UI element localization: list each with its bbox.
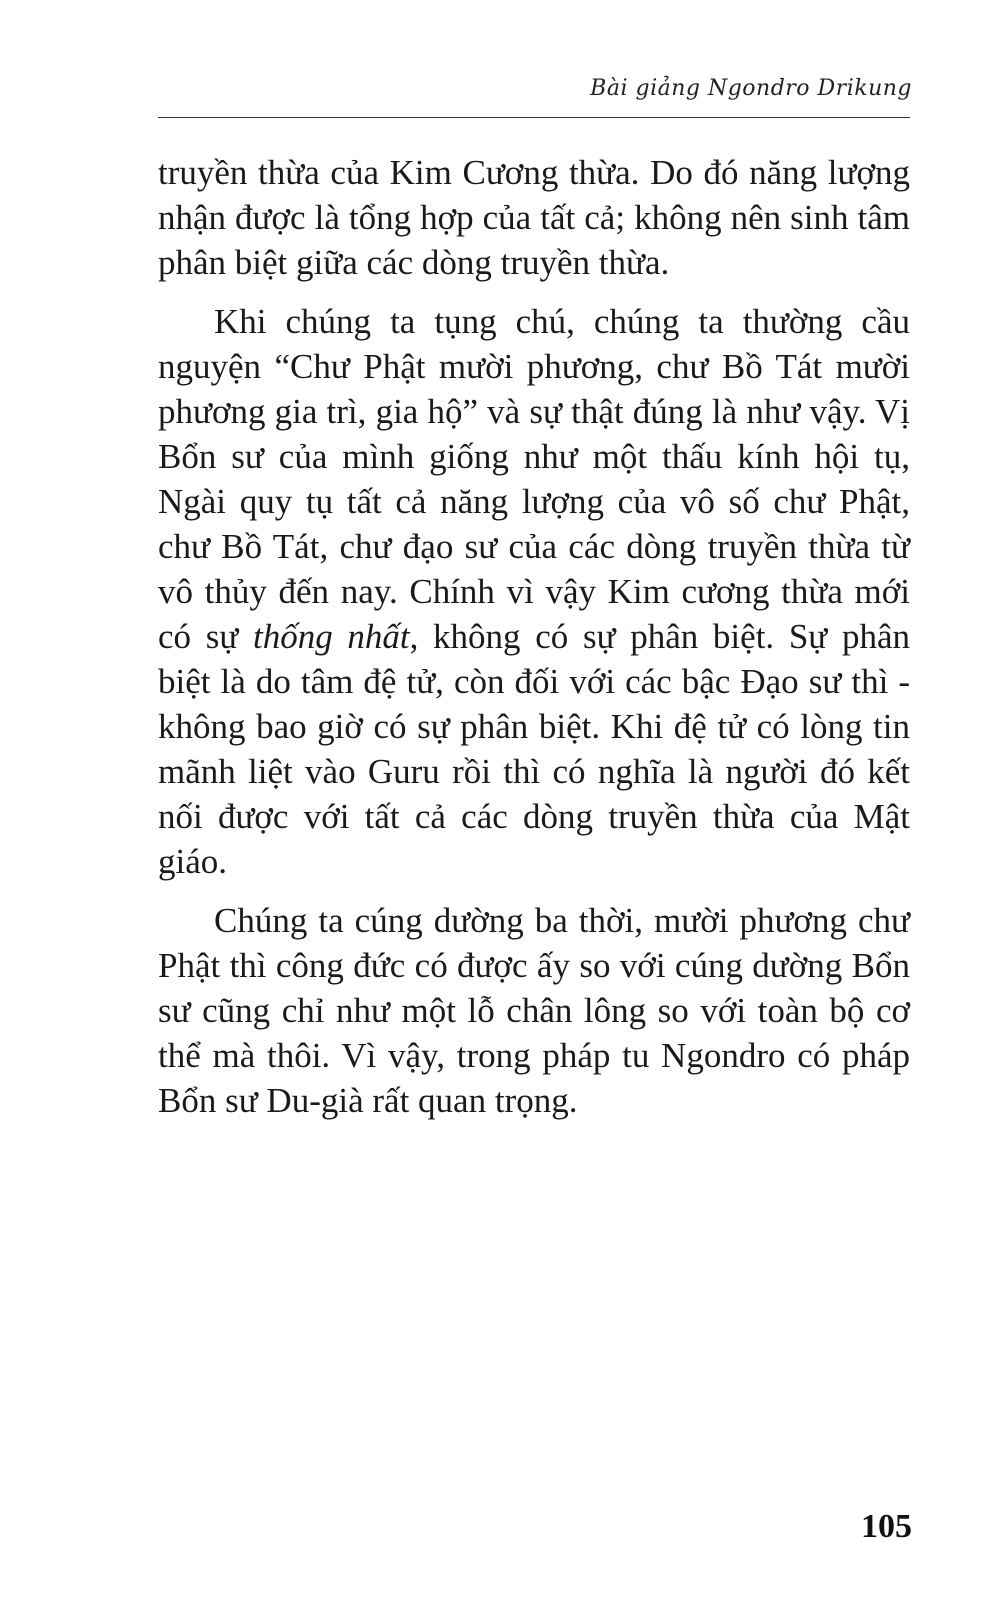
page-body bbox=[158, 150, 910, 1137]
paragraph-1: truyền thừa của Kim Cương thừa. Do đó năng lượng nhận được là tổng hợp của tất cả; không nên sinh tâm phân biệt giữa các dòng truyền thừa. bbox=[158, 153, 910, 282]
header-divider bbox=[158, 117, 910, 118]
paragraph-3: Chúng ta cúng dường ba thời, mười phương chư Phật thì công đức có được ấy so với cúng dường Bổn sư cũng chỉ như một lỗ chân lông so với toàn bộ cơ thể mà thôi. Vì vậy, trong pháp tu Ngondro có pháp Bổn sư Du-già rất quan trọng. bbox=[158, 901, 910, 1120]
running-header: Bài giảng Ngondro Drikung bbox=[590, 76, 912, 101]
paragraph-2-part-2: , không có sự phân biệt. Sự phân biệt là do tâm đệ tử, còn đối với các bậc Đạo sư thì - không bao giờ có sự phân biệt. Khi đệ tử có lòng tin mãnh liệt vào Guru rồi thì có nghĩa là người đó kết nối được với tất cả các dòng truyền thừa của Mật giáo. bbox=[158, 617, 910, 881]
page-number: 105 bbox=[861, 1508, 912, 1545]
paragraph-2-part-1: Khi chúng ta tụng chú, chúng ta thường cầu nguyện “Chư Phật mười phương, chư Bồ Tát mười phương gia trì, gia hộ” và sự thật đúng là như vậy. Vị Bổn sư của mình giống như một thấu kính hội tụ, Ngài quy tụ tất cả năng lượng của vô số chư Phật, chư Bồ Tát, chư đạo sư của các dòng truyền thừa từ vô thủy đến nay. Chính vì vậy Kim cương thừa mới có sự bbox=[158, 302, 910, 656]
paragraph-2 bbox=[158, 299, 910, 884]
emphasized-term: thống nhất bbox=[252, 617, 410, 656]
